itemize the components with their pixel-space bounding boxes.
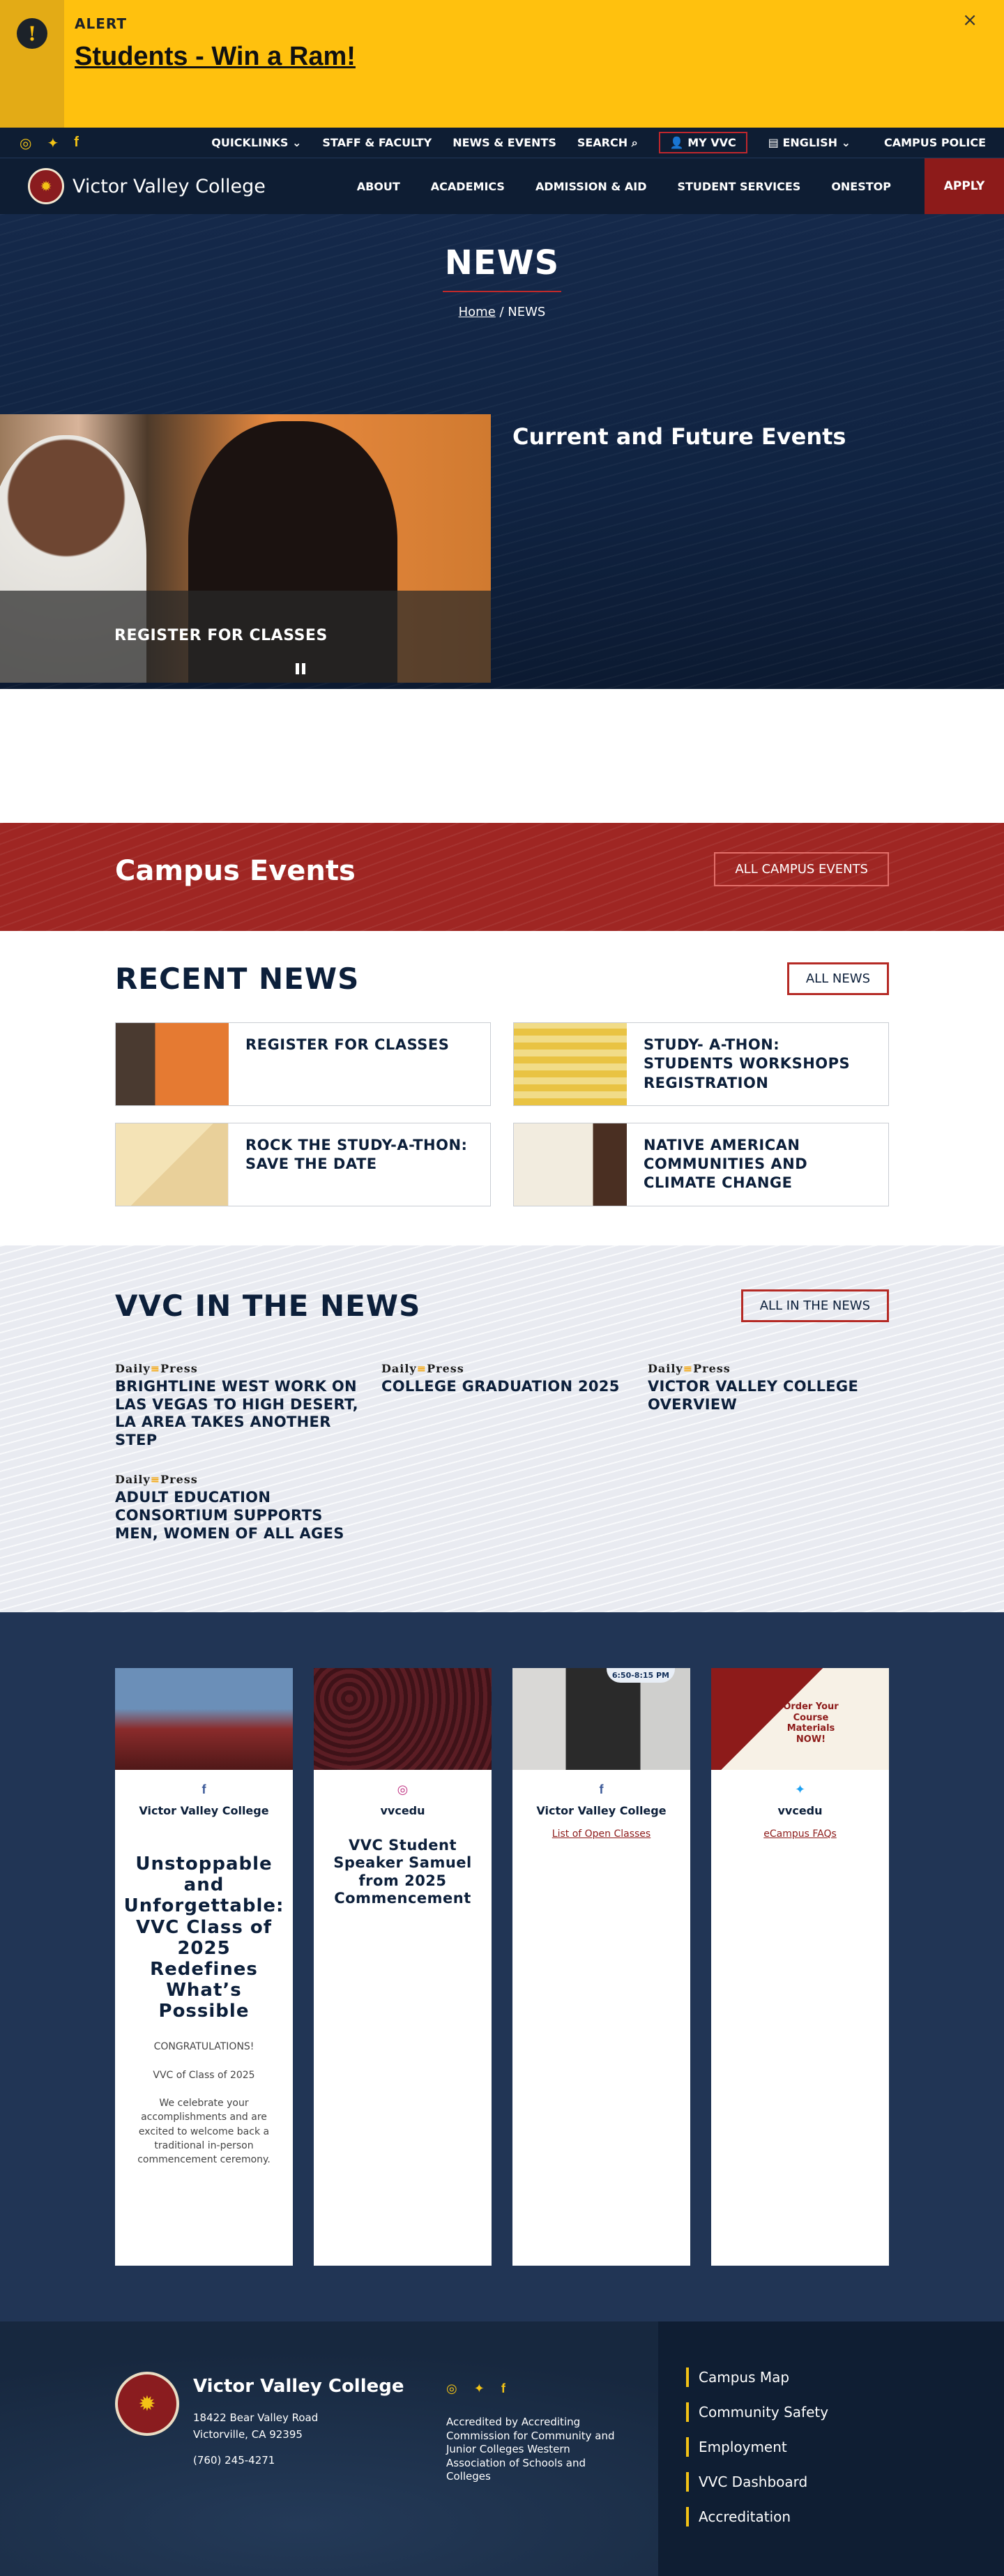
search-button[interactable] xyxy=(577,136,638,150)
news-thumbnail xyxy=(116,1123,229,1206)
hero-slide[interactable] xyxy=(0,414,491,683)
news-thumbnail xyxy=(116,1023,229,1105)
chevron-down-icon: ⌄ xyxy=(291,136,302,149)
social-post-title: Unstoppable and Unforgettable: VVC Class of 2025 Redefines What’s Possible xyxy=(123,1854,284,2022)
all-campus-events-button[interactable]: ALL CAMPUS EVENTS xyxy=(714,852,889,886)
footer-links xyxy=(658,2321,1004,2576)
press-item[interactable] xyxy=(115,1473,366,1543)
press-item[interactable] xyxy=(648,1362,899,1449)
slide-caption-bar xyxy=(0,591,491,683)
press-grid xyxy=(115,1362,889,1543)
title-underline xyxy=(443,291,561,292)
close-icon[interactable]: × xyxy=(962,10,978,31)
social-username: vvcedu xyxy=(777,1804,823,1818)
exclamation-icon: ! xyxy=(17,18,47,49)
press-headline: ADULT EDUCATION CONSORTIUM SUPPORTS MEN, WOMEN OF ALL AGES xyxy=(115,1489,344,1542)
events-heading: Current and Future Events xyxy=(512,423,846,450)
in-the-news-section xyxy=(0,1245,1004,1612)
footer-link-label: Community Safety xyxy=(699,2404,829,2421)
facebook-icon[interactable]: f xyxy=(501,2381,505,2396)
my-vvc-button[interactable] xyxy=(659,132,747,153)
nav-academics[interactable]: ACADEMICS xyxy=(430,179,505,193)
social-username: Victor Valley College xyxy=(536,1804,667,1818)
footer-middle xyxy=(446,2381,621,2484)
social-image-text: Order Your Course Materials NOW! xyxy=(783,1702,839,1745)
instagram-icon[interactable]: ◎ xyxy=(20,134,32,151)
breadcrumb-current: NEWS xyxy=(508,305,546,319)
daily-press-logo: Daily≡Press xyxy=(648,1361,731,1375)
quicklinks-label: QUICKLINKS xyxy=(211,136,289,149)
recent-news-title: RECENT NEWS xyxy=(115,962,360,996)
alert-body xyxy=(64,0,356,128)
college-seal-icon[interactable]: ✹ xyxy=(28,168,64,204)
main-nav xyxy=(357,158,1004,214)
site-header xyxy=(0,128,1004,214)
pause-icon[interactable] xyxy=(296,663,308,676)
breadcrumb-home[interactable]: Home xyxy=(458,305,496,319)
chevron-down-icon: ⌄ xyxy=(841,136,851,149)
footer-info xyxy=(193,2372,404,2467)
news-card[interactable] xyxy=(115,1123,491,1206)
news-title: ROCK THE STUDY-A-THON: SAVE THE DATE xyxy=(245,1136,468,1173)
alert-banner xyxy=(0,0,1004,128)
my-vvc-label: MY VVC xyxy=(687,136,736,149)
utility-bar xyxy=(0,128,1004,158)
nav-admission-aid[interactable]: ADMISSION & AID xyxy=(535,179,647,193)
press-item[interactable] xyxy=(115,1362,366,1449)
news-thumbnail xyxy=(514,1023,627,1105)
main-nav-bar xyxy=(0,158,1004,214)
social-post-title: VVC Student Speaker Samuel from 2025 Commencement xyxy=(333,1837,472,1907)
footer-phone[interactable]: (760) 245-4271 xyxy=(193,2454,275,2467)
footer-contact xyxy=(115,2372,404,2467)
facebook-icon[interactable]: f xyxy=(74,135,79,150)
time-badge: 6:50-8:15 PM xyxy=(607,1668,675,1683)
social-post-text: VVC of Class of 2025 xyxy=(153,2069,255,2081)
social-grid xyxy=(115,1668,889,2266)
facebook-icon: f xyxy=(201,1782,206,1797)
news-title: NATIVE AMERICAN COMMUNITIES AND CLIMATE CHANGE xyxy=(644,1136,808,1192)
social-post-text: CONGRATULATIONS! xyxy=(153,2041,254,2053)
press-headline: VICTOR VALLEY COLLEGE OVERVIEW xyxy=(648,1377,859,1413)
social-username: vvcedu xyxy=(380,1804,425,1818)
breadcrumb xyxy=(0,305,1004,319)
accreditation-text: Accredited by Accrediting Commission for Community and Junior Colleges Western Association of Schools and Colleges xyxy=(446,2416,615,2483)
footer-link-vvc-dashboard[interactable] xyxy=(686,2472,1004,2492)
news-grid xyxy=(115,1022,889,1206)
social-card[interactable] xyxy=(314,1668,492,2266)
user-icon: 👤 xyxy=(669,136,684,149)
twitter-icon: ✦ xyxy=(794,1782,806,1798)
utility-nav xyxy=(211,132,986,153)
language-label: ENGLISH xyxy=(782,136,837,149)
slide-caption[interactable]: REGISTER FOR CLASSES xyxy=(114,627,328,644)
daily-press-logo: Daily≡Press xyxy=(115,1473,198,1487)
social-post-image xyxy=(512,1668,690,1770)
footer-link-label: Campus Map xyxy=(699,2369,790,2386)
breadcrumb-separator: / xyxy=(495,305,508,319)
news-events-link[interactable]: NEWS & EVENTS xyxy=(452,136,556,149)
news-card[interactable] xyxy=(513,1022,889,1106)
daily-press-logo: Daily≡Press xyxy=(115,1361,198,1375)
in-the-news-title: VVC IN THE NEWS xyxy=(115,1288,421,1323)
social-post-link[interactable]: List of Open Classes xyxy=(552,1828,651,1840)
twitter-icon[interactable]: ✦ xyxy=(47,134,59,151)
press-headline: BRIGHTLINE WEST WORK ON LAS VEGAS TO HIGH DESERT, LA AREA TAKES ANOTHER STEP xyxy=(115,1377,358,1448)
footer-address xyxy=(193,2409,404,2443)
campus-police-link[interactable]: CAMPUS POLICE xyxy=(883,136,986,149)
social-post-image xyxy=(314,1668,492,1770)
news-title: STUDY- A-THON: STUDENTS WORKSHOPS REGISTRATION xyxy=(644,1036,851,1091)
footer-address-line2: Victorville, CA 92395 xyxy=(193,2428,303,2441)
all-in-the-news-button[interactable]: ALL IN THE NEWS xyxy=(741,1289,889,1322)
college-seal-icon: ✹ xyxy=(115,2372,179,2436)
social-post-image xyxy=(711,1668,889,1770)
quicklinks-menu[interactable] xyxy=(211,136,301,149)
footer-address-line1: 18422 Bear Valley Road xyxy=(193,2411,319,2425)
alert-link[interactable]: Students - Win a Ram! xyxy=(75,42,356,71)
footer-link-accreditation[interactable] xyxy=(686,2507,1004,2526)
news-card[interactable] xyxy=(513,1123,889,1206)
recent-news-header xyxy=(115,962,889,996)
footer-link-employment[interactable] xyxy=(686,2437,1004,2457)
daily-press-logo: Daily≡Press xyxy=(381,1361,464,1375)
campus-events-banner xyxy=(0,823,1004,931)
footer-social-links xyxy=(446,2381,621,2396)
page-title: NEWS xyxy=(444,243,560,282)
facebook-icon: f xyxy=(599,1782,604,1797)
logo-text[interactable]: Victor Valley College xyxy=(73,175,266,197)
social-username: Victor Valley College xyxy=(139,1804,269,1818)
instagram-icon: ◎ xyxy=(397,1782,409,1798)
press-item[interactable] xyxy=(381,1362,632,1449)
press-headline: COLLEGE GRADUATION 2025 xyxy=(381,1377,620,1395)
hero-section xyxy=(0,214,1004,689)
footer-link-label: Accreditation xyxy=(699,2508,791,2526)
footer-link-label: Employment xyxy=(699,2439,787,2456)
social-card[interactable] xyxy=(512,1668,690,2266)
news-thumbnail xyxy=(514,1123,627,1206)
search-icon: ⌕ xyxy=(631,135,638,149)
search-label: SEARCH xyxy=(577,135,628,149)
footer-link-community-safety[interactable] xyxy=(686,2402,1004,2422)
in-the-news-header xyxy=(115,1289,889,1323)
nav-about[interactable]: ABOUT xyxy=(356,179,400,193)
footer-college-name: Victor Valley College xyxy=(193,2376,404,2397)
news-title: REGISTER FOR CLASSES xyxy=(245,1036,450,1053)
footer-link-label: VVC Dashboard xyxy=(699,2473,808,2491)
twitter-icon[interactable]: ✦ xyxy=(473,2381,485,2397)
social-links xyxy=(20,135,79,151)
social-wall-section xyxy=(0,1612,1004,2321)
instagram-icon[interactable]: ◎ xyxy=(446,2381,457,2397)
apply-button[interactable]: APPLY xyxy=(925,158,1004,214)
alert-icon-box xyxy=(0,0,64,128)
flag-icon: ▤ xyxy=(768,136,779,149)
campus-events-title: Campus Events xyxy=(115,855,356,887)
alert-label: ALERT xyxy=(75,15,128,32)
social-post-text: We celebrate your accomplishments and are excited to welcome back a traditional in-person commencement ceremony. xyxy=(137,2098,271,2166)
nav-onestop[interactable]: ONESTOP xyxy=(831,179,891,193)
staff-faculty-link[interactable]: STAFF & FACULTY xyxy=(322,136,432,149)
all-news-button[interactable]: ALL NEWS xyxy=(787,962,889,995)
social-card[interactable] xyxy=(115,1668,293,2266)
recent-news-section xyxy=(0,931,1004,1245)
nav-student-services[interactable]: STUDENT SERVICES xyxy=(677,179,801,193)
events-widget-area xyxy=(0,689,1004,823)
news-card[interactable] xyxy=(115,1022,491,1106)
social-post-image xyxy=(115,1668,293,1770)
social-post-link[interactable]: eCampus FAQs xyxy=(763,1828,837,1840)
site-footer xyxy=(0,2321,1004,2576)
language-select[interactable] xyxy=(768,136,851,149)
social-card[interactable] xyxy=(711,1668,889,2266)
footer-link-campus-map[interactable] xyxy=(686,2367,1004,2387)
